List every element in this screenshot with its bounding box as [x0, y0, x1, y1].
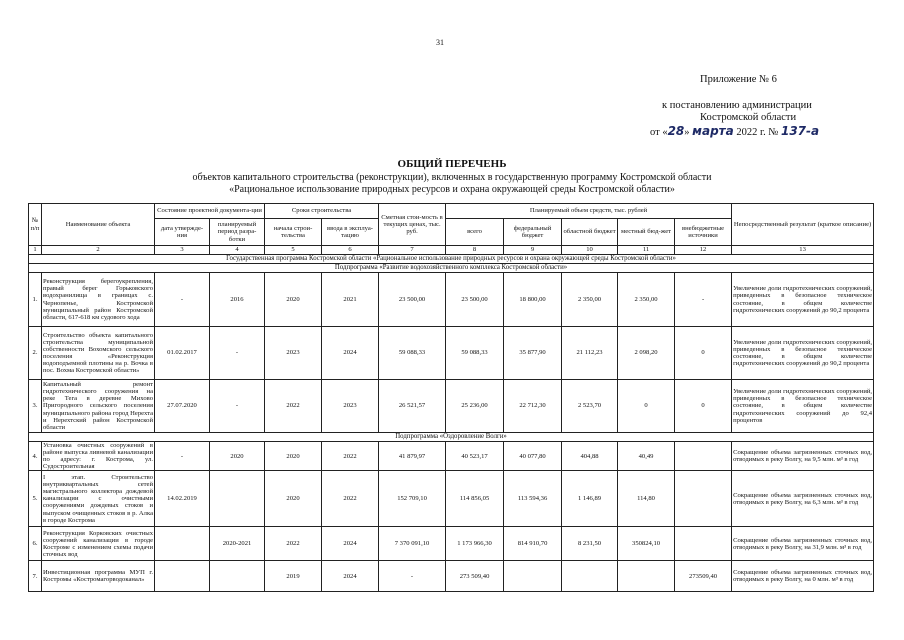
column-number: 4 — [210, 246, 265, 255]
funding-local: 350824,10 — [618, 527, 675, 561]
construction-start: 2022 — [265, 380, 322, 433]
construction-start: 2022 — [265, 527, 322, 561]
funding-federal: 22 712,30 — [504, 380, 562, 433]
funding-local: 0 — [618, 380, 675, 433]
header-name: Наименование объекта — [42, 204, 155, 246]
decree-date-line — [650, 124, 819, 138]
construction-start: 2020 — [265, 273, 322, 327]
column-number: 11 — [618, 246, 675, 255]
commissioning-year: 2024 — [322, 561, 379, 592]
funding-local: 114,80 — [618, 471, 675, 527]
document-subtitle-2: «Рациональное использование природных ресурсов и охрана окружающей среды Костромской области» — [229, 184, 675, 195]
funding-total: 59 088,33 — [446, 327, 504, 380]
table-row — [29, 380, 874, 433]
column-number-row — [29, 246, 874, 255]
direct-result: Сокращение объема загрязненных сточных вод, отводимых в реку Волгу, на 31,9 млн. м³ в год — [732, 527, 874, 561]
header-docs-group: Состояние проектной документа-ции — [155, 204, 265, 219]
funding-federal — [504, 561, 562, 592]
funding-regional: 8 231,50 — [562, 527, 618, 561]
funding-total: 273 509,40 — [446, 561, 504, 592]
decree-month-handwritten: марта — [692, 124, 734, 138]
table-row — [29, 471, 874, 527]
funding-offbudget: 273509,40 — [675, 561, 732, 592]
doc-approval-date: 14.02.2019 — [155, 471, 210, 527]
document-subtitle-1: объектов капитального строительства (реконструкции), включенных в государственную программу Костромской области — [192, 172, 712, 183]
document-title: ОБЩИЙ ПЕРЕЧЕНЬ — [397, 158, 507, 170]
row-number: 6. — [29, 527, 42, 561]
object-name: Капитальный ремонт гидротехнического сооружения на реке Тега в деревне Михово Пригородного сельского поселения муниципального района город Нерехта и Нерехтский район Костромской области — [43, 381, 153, 431]
funding-local — [618, 561, 675, 592]
estimate-cost: - — [379, 561, 446, 592]
row-number: 4. — [29, 442, 42, 471]
column-number: 10 — [562, 246, 618, 255]
table-row — [29, 442, 874, 471]
funding-federal: 40 077,80 — [504, 442, 562, 471]
funding-regional: 404,88 — [562, 442, 618, 471]
header-num: № п/п — [29, 204, 42, 246]
funding-total: 40 523,17 — [446, 442, 504, 471]
column-number: 13 — [732, 246, 874, 255]
funding-total: 25 236,00 — [446, 380, 504, 433]
row-number: 5. — [29, 471, 42, 527]
object-name: I этап. Строительство внутриквартальных сетей магистрального коллектора дождевой канализации с очистными сооружениями дождевых стоков и выпуском очищенных стоков в р. Алка в городе Кострома — [42, 471, 155, 527]
doc-approval-date: - — [155, 442, 210, 471]
row-number: 7. — [29, 561, 42, 592]
direct-result: Увеличение доли гидротехнических сооружений, приведенных в безопасное техническое состояние, в общем количестве гидротехнических сооружений до 92,4 процентов — [732, 380, 874, 433]
funding-offbudget — [675, 442, 732, 471]
funding-regional: 2 523,70 — [562, 380, 618, 433]
header-federal: федеральный бюджет — [504, 219, 562, 246]
funding-total: 114 856,05 — [446, 471, 504, 527]
header-commission: ввода в эксплуа-тацию — [322, 219, 379, 246]
funding-offbudget: 0 — [675, 380, 732, 433]
commissioning-year: 2024 — [322, 327, 379, 380]
funding-local: 2 098,20 — [618, 327, 675, 380]
doc-approval-date: - — [155, 273, 210, 327]
funding-local: 40,49 — [618, 442, 675, 471]
object-name: Реконструкция берегоукрепления, правый берег Горьковского водохранилища в границах с. Чернопенье, Костромской муниципальный район Костромской области, 617-618 км судового хода — [42, 273, 155, 327]
estimate-cost: 152 709,10 — [379, 471, 446, 527]
decree-prefix: от « — [650, 127, 668, 138]
header-regional: областной бюджет — [562, 219, 618, 246]
funding-regional — [562, 561, 618, 592]
header-offbudget: внебюджетные источники — [675, 219, 732, 246]
decree-mid-2: 2022 г. № — [733, 127, 781, 138]
estimate-cost: 59 088,33 — [379, 327, 446, 380]
funding-total: 23 500,00 — [446, 273, 504, 327]
decree-line-1: к постановлению администрации — [662, 100, 812, 111]
doc-approval-date: 27.07.2020 — [155, 380, 210, 433]
funding-offbudget: - — [675, 273, 732, 327]
direct-result: Сокращение объема загрязненных сточных вод, отводимых в реку Волгу, на 0 млн. м³ в год — [732, 561, 874, 592]
column-number: 7 — [379, 246, 446, 255]
doc-development-period — [210, 561, 265, 592]
decree-number-handwritten: 137-а — [780, 124, 820, 138]
direct-result: Сокращение объема загрязненных сточных вод, отводимых в реку Волгу, на 6,3 млн. м³ в год — [732, 471, 874, 527]
commissioning-year: 2021 — [322, 273, 379, 327]
commissioning-year: 2022 — [322, 471, 379, 527]
construction-start: 2020 — [265, 471, 322, 527]
header-result: Непосредственный результат (краткое описание) — [732, 204, 874, 246]
column-number: 12 — [675, 246, 732, 255]
column-number: 9 — [504, 246, 562, 255]
estimate-cost: 41 879,97 — [379, 442, 446, 471]
column-number: 8 — [446, 246, 504, 255]
program-title: Государственная программа Костромской области «Рациональное использование природных ресурсов и охрана окружающей среды Костромской области» — [29, 255, 874, 264]
estimate-cost: 23 500,00 — [379, 273, 446, 327]
doc-approval-date: 01.02.2017 — [155, 327, 210, 380]
funding-federal: 35 877,90 — [504, 327, 562, 380]
header-funding-group: Планируемый объем средств, тыс. рублей — [446, 204, 732, 219]
doc-development-period: 2020 — [210, 442, 265, 471]
funding-regional: 21 112,23 — [562, 327, 618, 380]
objects-table — [28, 203, 874, 592]
header-local: местный бюд-жет — [618, 219, 675, 246]
table-row — [29, 327, 874, 380]
construction-start: 2023 — [265, 327, 322, 380]
doc-development-period: - — [210, 327, 265, 380]
appendix-label: Приложение № 6 — [700, 74, 777, 85]
estimate-cost: 26 521,57 — [379, 380, 446, 433]
object-name: Инвестиционная программа МУП г. Костромы «Костромагорводоканал» — [42, 561, 155, 592]
commissioning-year: 2022 — [322, 442, 379, 471]
table-row — [29, 527, 874, 561]
header-start: начала строи-тельства — [265, 219, 322, 246]
page-number: 31 — [436, 38, 444, 47]
doc-development-period: 2020-2021 — [210, 527, 265, 561]
doc-development-period: 2016 — [210, 273, 265, 327]
doc-approval-date — [155, 527, 210, 561]
construction-start: 2019 — [265, 561, 322, 592]
estimate-cost: 7 370 091,10 — [379, 527, 446, 561]
row-number: 2. — [29, 327, 42, 380]
subprogram-row — [29, 433, 874, 442]
header-doc-date: дата утвержде-ния — [155, 219, 210, 246]
program-title-row — [29, 255, 874, 264]
object-name: Реконструкция Корковских очистных сооружений канализации в городе Костроме с изменением схемы подачи сточных вод — [42, 527, 155, 561]
header-terms-group: Сроки строительства — [265, 204, 379, 219]
subprogram-title: Подпрограмма «Развитие водохозяйственного комплекса Костромской области» — [29, 264, 874, 273]
direct-result: Сокращение объема загрязненных сточных вод, отводимых в реку Волгу, на 9,5 млн. м³ в год — [732, 442, 874, 471]
row-number: 3. — [29, 380, 42, 433]
commissioning-year: 2024 — [322, 527, 379, 561]
commissioning-year: 2023 — [322, 380, 379, 433]
decree-mid-1: » — [684, 127, 693, 138]
subprogram-row — [29, 264, 874, 273]
row-number: 1. — [29, 273, 42, 327]
column-number: 3 — [155, 246, 210, 255]
header-doc-period: планируемый период разра-ботки — [210, 219, 265, 246]
table-row — [29, 273, 874, 327]
direct-result: Увеличение доли гидротехнических сооружений, приведенных в безопасное техническое состояние, в общем количестве гидротехнических сооружений до 90,2 процента — [732, 327, 874, 380]
funding-local: 2 350,00 — [618, 273, 675, 327]
column-number: 5 — [265, 246, 322, 255]
object-name: Установка очистных сооружений в районе выпуска ливневой канализации по адресу: г. Кострома, ул. Судостроительная — [43, 442, 153, 471]
column-number: 1 — [29, 246, 42, 255]
doc-development-period: - — [210, 380, 265, 433]
funding-federal: 113 594,36 — [504, 471, 562, 527]
direct-result: Увеличение доли гидротехнических сооружений, приведенных в безопасное техническое состояние, в общем количестве гидротехнических сооружений до 90,2 процента — [732, 273, 874, 327]
table-body — [29, 246, 874, 592]
header-total: всего — [446, 219, 504, 246]
doc-development-period — [210, 471, 265, 527]
column-number: 2 — [42, 246, 155, 255]
column-number: 6 — [322, 246, 379, 255]
funding-offbudget: 0 — [675, 327, 732, 380]
doc-approval-date — [155, 561, 210, 592]
funding-offbudget — [675, 471, 732, 527]
funding-federal: 18 800,00 — [504, 273, 562, 327]
funding-offbudget — [675, 527, 732, 561]
header-row-1 — [29, 204, 874, 219]
object-name: Строительство объекта капитального строительства муниципальной собственности Вохомского сельского поселения «Реконструкция водоподъемной плотины на р. Вочка в пос. Вохма Костромской области» — [42, 327, 155, 380]
decree-day-handwritten: 28 — [667, 124, 685, 138]
subprogram-title: Подпрограмма «Оздоровление Волги» — [29, 433, 874, 442]
funding-total: 1 173 966,30 — [446, 527, 504, 561]
table-row — [29, 561, 874, 592]
funding-regional: 1 146,89 — [562, 471, 618, 527]
funding-regional: 2 350,00 — [562, 273, 618, 327]
decree-line-2: Костромской области — [700, 112, 797, 123]
funding-federal: 814 910,70 — [504, 527, 562, 561]
construction-start: 2020 — [265, 442, 322, 471]
header-estimate: Сметная стои-мость в текущих ценах, тыс. руб. — [379, 204, 446, 246]
